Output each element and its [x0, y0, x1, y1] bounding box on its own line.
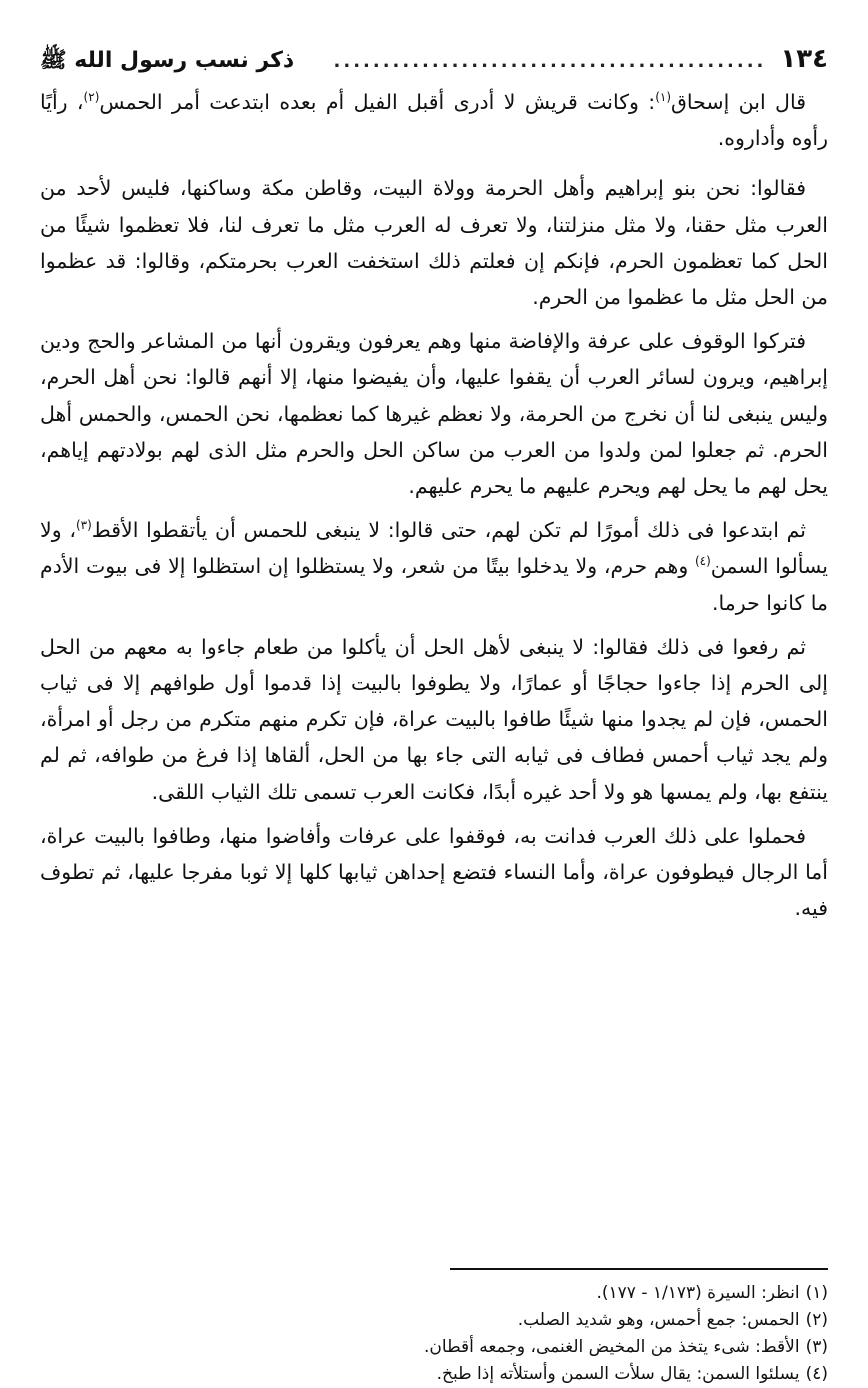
- footnote-item: [40, 1307, 828, 1334]
- text-run: فحملوا على ذلك العرب فدانت به، فوقفوا على عرفات وأفاضوا منها، وطافوا بالبيت عراة، أما الرجال فيطوفون عراة، وأما النساء فتضع إحداهن ثيابها كلها إلا ثوبا مفرجا عليها، ثم تطوف فيه.: [40, 823, 828, 921]
- chapter-title: ذكر نسب رسول الله ﷺ: [40, 48, 295, 73]
- footnote-number: (٤): [805, 1364, 828, 1384]
- footnote-marker[interactable]: (٢): [83, 90, 100, 105]
- text-run: : وكانت قريش لا أدرى أقبل الفيل أم بعده ابتدعت أمر الحمس: [99, 90, 656, 114]
- leader-dots: ............................................: [333, 51, 767, 72]
- footnote-number: (٢): [805, 1310, 828, 1330]
- text-run: فقالوا: نحن بنو إبراهيم وأهل الحرمة وولاة البيت، وقاطن مكة وساكنها، فليس لأحد من العرب مثل حقنا، ولا مثل منزلتنا، ولا تعرف له العرب مثل ما تعرف لنا، فلا تعظموا شيئًا من الحل كما تعظمون الحرم، فإنكم إن فعلتم ذلك استخفت العرب بحرمتكم، وقالوا: قد عظموا من الحل مثل ما عظموا من الحرم.: [40, 176, 828, 310]
- footnote-item: [40, 1280, 828, 1307]
- footnote-number: (١): [805, 1283, 828, 1303]
- text-run: فتركوا الوقوف على عرفة والإفاضة منها وهم يعرفون ويقرون أنها من المشاعر والحج ودين إبراهيم، ويرون لسائر العرب أن يقفوا عليها، وأن يفيضوا منها، إلا أنهم قالوا: نحن أهل الحرم، وليس ينبغى لنا أن نخرج من الحرمة، ولا نعظم غيرها كما نعظمها، نحن الحمس، والحمس أهل الحرم. ثم جعلوا لمن ولدوا من العرب من ساكن الحل والحرم مثل الذى لهم بولادتهم إياهم، يحل لهم ما يحل لهم ويحرم عليهم ما يحرم عليهم.: [40, 329, 828, 499]
- footnote-item: [40, 1334, 828, 1361]
- footnote-text: الحمس: جمع أحمس، وهو شديد الصلب.: [517, 1310, 800, 1330]
- text-run: وهم حرم، ولا يدخلوا بيتًا من شعر، ولا يستظلوا إن استظلوا إلا فى بيوت الأدم ما كانوا حرما.: [40, 554, 828, 615]
- footnote-number: (٣): [805, 1337, 828, 1357]
- text-run: ثم رفعوا فى ذلك فقالوا: لا ينبغى لأهل الحل أن يأكلوا من طعام جاءوا به معهم من الحل إلى الحرم إذا جاءوا حجاجًا أو عمارًا، ولا يطوفوا بالبيت إذا قدموا أول طوافهم إلا فى ثياب الحمس، فإن لم يجدوا منها شيئًا طافوا بالبيت عراة، فإن تكرم منهم متكرم من رجل أو امرأة، ولم يجد ثياب أحمس فطاف فى ثيابه التى جاء بها من الحل، ألقاها إذا فرغ من طوافه، ثم لم ينتفع بها، ولم يمسها هو ولا أحد غيره أبدًا، فكانت العرب تسمى تلك الثياب اللقى.: [40, 634, 828, 804]
- text-run: ثم ابتدعوا فى ذلك أمورًا لم تكن لهم، حتى قالوا: لا ينبغى للحمس أن يأتقطوا الأقط: [91, 518, 806, 543]
- footnote-text: انظر: السيرة (١/١٧٣ - ١٧٧).: [596, 1283, 800, 1303]
- paragraph-1: [40, 84, 828, 156]
- footnote-text: يسلئوا السمن: يقال سلأت السمن وأستلأته إذا طبخ.: [436, 1364, 800, 1384]
- footnote-marker[interactable]: (١): [655, 90, 672, 105]
- paragraph-6: [40, 818, 828, 927]
- footnote-item: [40, 1361, 828, 1388]
- paragraph-2: [40, 170, 828, 315]
- paragraph-4: [40, 512, 828, 621]
- page-number: ١٣٤: [780, 44, 828, 74]
- footnote-marker[interactable]: (٣): [75, 518, 92, 533]
- paragraph-5: [40, 629, 828, 810]
- footnotes: [40, 1280, 828, 1388]
- text-run: ، رأيًا رأوه وأداروه.: [40, 90, 828, 151]
- footnote-separator: [450, 1268, 828, 1270]
- text-run: قال ابن إسحاق: [671, 90, 806, 114]
- footnote-text: الأقط: شىء يتخذ من المخيض الغنمى، وجمعه أقطان.: [424, 1337, 800, 1357]
- footnote-marker[interactable]: (٤): [694, 554, 711, 569]
- running-head: [40, 44, 828, 84]
- text-run: ، ولا يسألوا السمن: [40, 518, 828, 579]
- main-text: [40, 84, 828, 926]
- paragraph-3: [40, 323, 828, 504]
